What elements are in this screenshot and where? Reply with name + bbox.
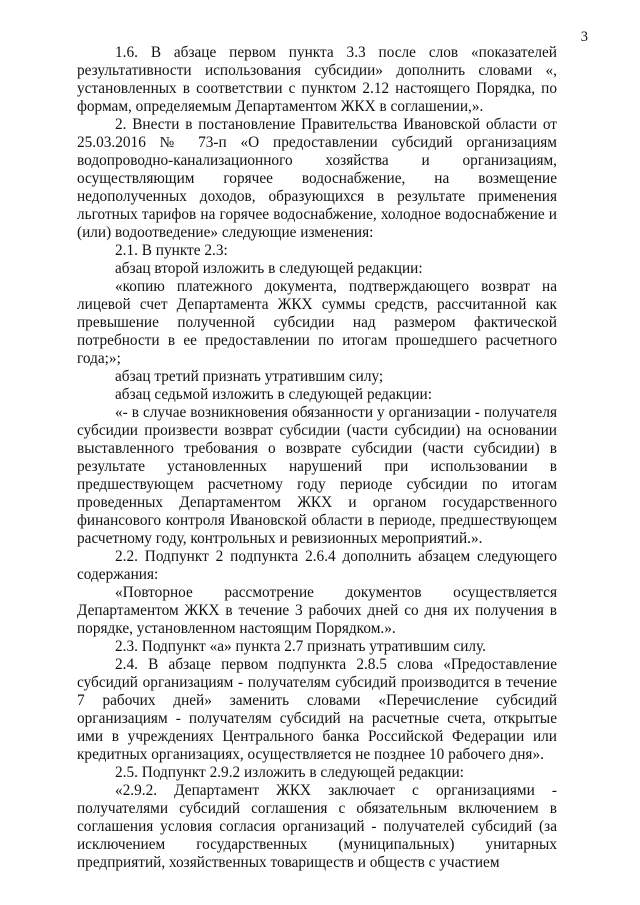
document-body <box>77 44 557 872</box>
paragraph-2-2-quote: «Повторное рассмотрение документов осуществляется Департаментом ЖКХ в течение 3 рабочих дней со дня их получения в порядке, установленном настоящим Порядком.». <box>77 584 557 637</box>
paragraph-2-2: 2.2. Подпункт 2 подпункта 2.6.4 дополнить абзацем следующего содержания: <box>77 548 557 583</box>
page-number: 3 <box>580 29 588 45</box>
paragraph-2-5: 2.5. Подпункт 2.9.2 изложить в следующей редакции: <box>115 764 464 781</box>
paragraph-2-intro: 2. Внести в постановление Правительства Ивановской области от 25.03.2016 № 73-п «О предоставлении субсидий организациям водопроводно-канализационного хозяйства и организациям, осуществляющим горячее водоснабжение, на возмещение недополученных доходов, образующихся в результате применения льготных тарифов на горячее водоснабжение, холодное водоснабжение и (или) водоотведение» следующие изменения: <box>77 116 557 241</box>
paragraph-2-9-2-quote: «2.9.2. Департамент ЖКХ заключает с организациями - получателями субсидий соглашения с обязательным включением в соглашения условия согласия организаций - получателей субсидий (за исключением государственных (муниципальных) унитарных предприятий, хозяйственных товариществ и обществ с участием <box>77 782 557 871</box>
paragraph-2-1-quote-1: «копию платежного документа, подтверждающего возврат на лицевой счет Департамента ЖКХ суммы средств, рассчитанной как превышение полученной субсидии над размером фактической потребности в ее предоставлении по итогам прошедшего расчетного года;»; <box>77 278 557 367</box>
paragraph-2-1-abzac-7: абзац седьмой изложить в следующей редакции: <box>115 386 432 403</box>
paragraph-2-4: 2.4. В абзаце первом подпункта 2.8.5 слова «Предоставление субсидий организациям - получателям субсидий производится в течение 7 рабочих дней» заменить словами «Перечисление субсидий организациям - получателям субсидий на расчетные счета, открытые ими в учреждениях Центрального банка Российской Федерации или кредитных организациях, осуществляется не позднее 10 рабочего дня». <box>77 656 557 763</box>
paragraph-2-1: 2.1. В пункте 2.3: <box>115 242 228 259</box>
paragraph-2-1-abzac-2: абзац второй изложить в следующей редакции: <box>115 260 423 277</box>
paragraph-2-1-abzac-3: абзац третий признать утратившим силу; <box>115 368 384 385</box>
paragraph-1-6: 1.6. В абзаце первом пункта 3.3 после слов «показателей результативности использования субсидии» дополнить словами «, установленных в соответствии с пунктом 2.12 настоящего Порядка, по формам, определяемым Департаментом ЖКХ в соглашении,». <box>77 44 557 115</box>
paragraph-2-3: 2.3. Подпункт «а» пункта 2.7 признать утратившим силу. <box>115 638 486 655</box>
paragraph-2-1-quote-2: «- в случае возникновения обязанности у организации - получателя субсидии произвести возврат субсидии (части субсидии) на основании выставленного требования о возврате субсидии (части субсидии) в результате установленных нарушений при использовании в предшествующем расчетному году периоде субсидии по итогам проведенных Департаментом ЖКХ и органом государственного финансового контроля Ивановской области в периоде, предшествующем расчетному году, контрольных и ревизионных мероприятий.». <box>77 404 557 547</box>
